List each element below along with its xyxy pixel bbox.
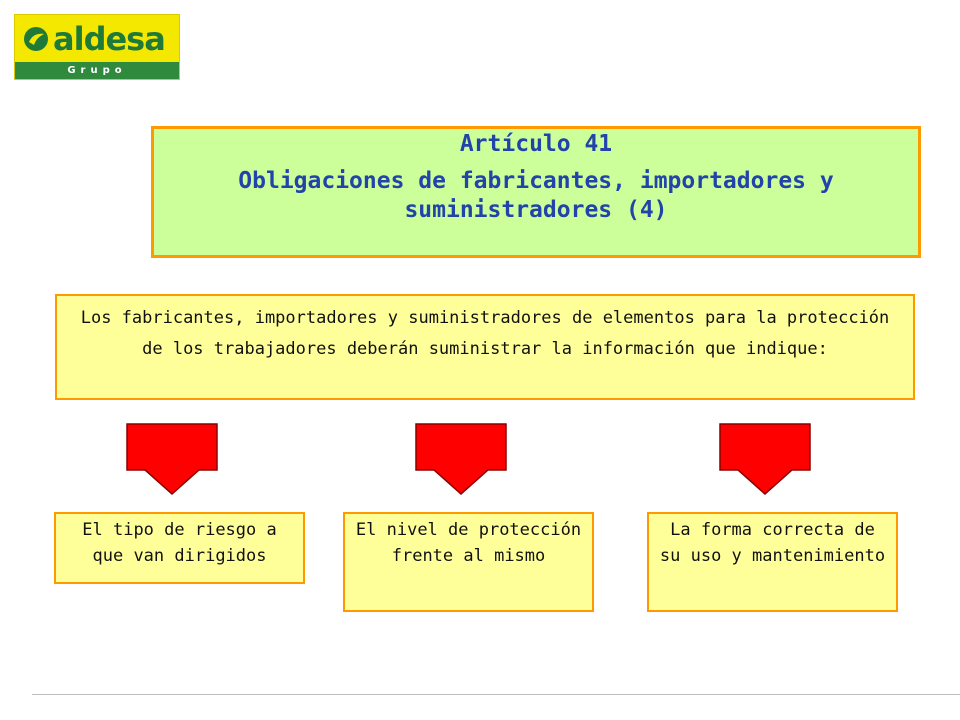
footer-divider [32, 694, 960, 695]
article-number: Artículo 41 [459, 131, 613, 157]
intro-box [55, 294, 915, 400]
company-logo [14, 14, 180, 80]
item-box-usage-maintenance [647, 512, 898, 612]
down-arrow-icon [415, 423, 507, 495]
item-text: La forma correcta de su uso y mantenimiento [659, 520, 886, 566]
item-box-protection-level [343, 512, 594, 612]
down-arrow-icon [126, 423, 218, 495]
item-box-risk-type [54, 512, 305, 584]
logo-subtitle: Grupo [15, 62, 179, 79]
intro-text: Los fabricantes, importadores y suministradores de elementos para la protección de los trabajadores deberán suministrar la información que indique: [80, 308, 890, 359]
item-text: El tipo de riesgo a que van dirigidos [82, 520, 277, 566]
logo-leaf-icon [23, 26, 49, 52]
logo-wordmark: aldesa [53, 20, 165, 58]
down-arrow-icon [719, 423, 811, 495]
item-text: El nivel de protección frente al mismo [355, 520, 582, 566]
title-box [151, 126, 921, 258]
article-title: Obligaciones de fabricantes, importadores y suministradores (4) [238, 168, 834, 223]
